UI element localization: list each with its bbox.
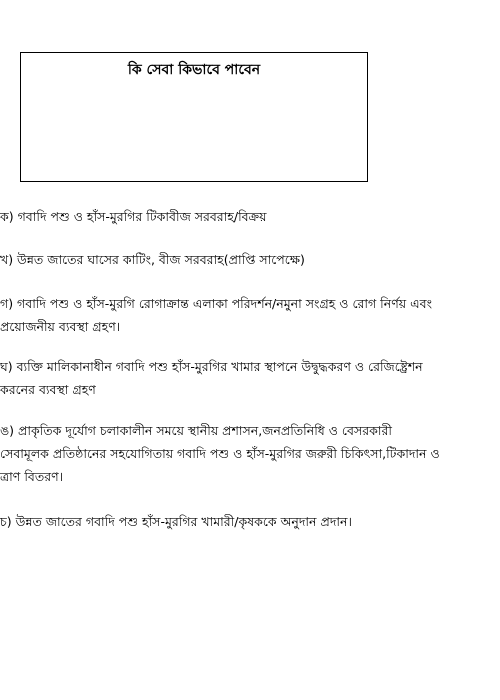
service-item-line: গ) গবাদি পশু ও হাঁস-মুরগি রোগাক্রান্ত এলাকা পরিদর্শন/নমুনা সংগ্রহ ও রোগ নির্ণয় এবং bbox=[0, 296, 432, 311]
service-item-ga bbox=[0, 292, 500, 338]
service-item-cha bbox=[0, 510, 500, 533]
service-item-line: সেবামূলক প্রতিষ্ঠানের সহযোগিতায় গবাদি পশু ও হাঁস-মুরগির জরুরী চিকিৎসা,টিকাদান ও bbox=[0, 446, 440, 461]
service-item-line: ঘ) ব্যক্তি মালিকানাধীন গবাদি পশু হাঁস-মুরগির খামার স্থাপনে উদ্বুদ্ধকরণ ও রেজিষ্ট্রেশন bbox=[0, 359, 423, 374]
service-item-line: করনের ব্যবস্থা গ্রহণ bbox=[0, 382, 96, 397]
service-item-line: ক) গবাদি পশু ও হাঁস-মুরগির টিকাবীজ সরবরাহ/বিক্রয় bbox=[0, 209, 267, 224]
service-item-line: চ) উন্নত জাতের গবাদি পশু হাঁস-মুরগির খামারী/কৃষককে অনুদান প্রদান। bbox=[0, 514, 352, 529]
service-item-uma bbox=[0, 419, 500, 488]
service-item-kha bbox=[0, 248, 500, 271]
title-box bbox=[20, 52, 368, 182]
service-item-ka bbox=[0, 205, 500, 228]
service-item-gha bbox=[0, 355, 500, 401]
service-item-line: প্রয়োজনীয় ব্যবস্থা গ্রহণ। bbox=[0, 319, 121, 334]
service-item-line: ঙ) প্রাকৃতিক দূর্যোগ চলাকালীন সময়ে স্থানীয় প্রশাসন,জনপ্রতিনিধি ও বেসরকারী bbox=[0, 423, 392, 438]
service-item-line: খ) উন্নত জাতের ঘাসের কাটিং, বীজ সরবরাহ(প্রাপ্তি সাপেক্ষে) bbox=[0, 252, 305, 267]
page-title: কি সেবা কিভাবে পাবেন bbox=[127, 62, 261, 78]
service-item-line: ত্রাণ বিতরণ। bbox=[0, 469, 64, 484]
